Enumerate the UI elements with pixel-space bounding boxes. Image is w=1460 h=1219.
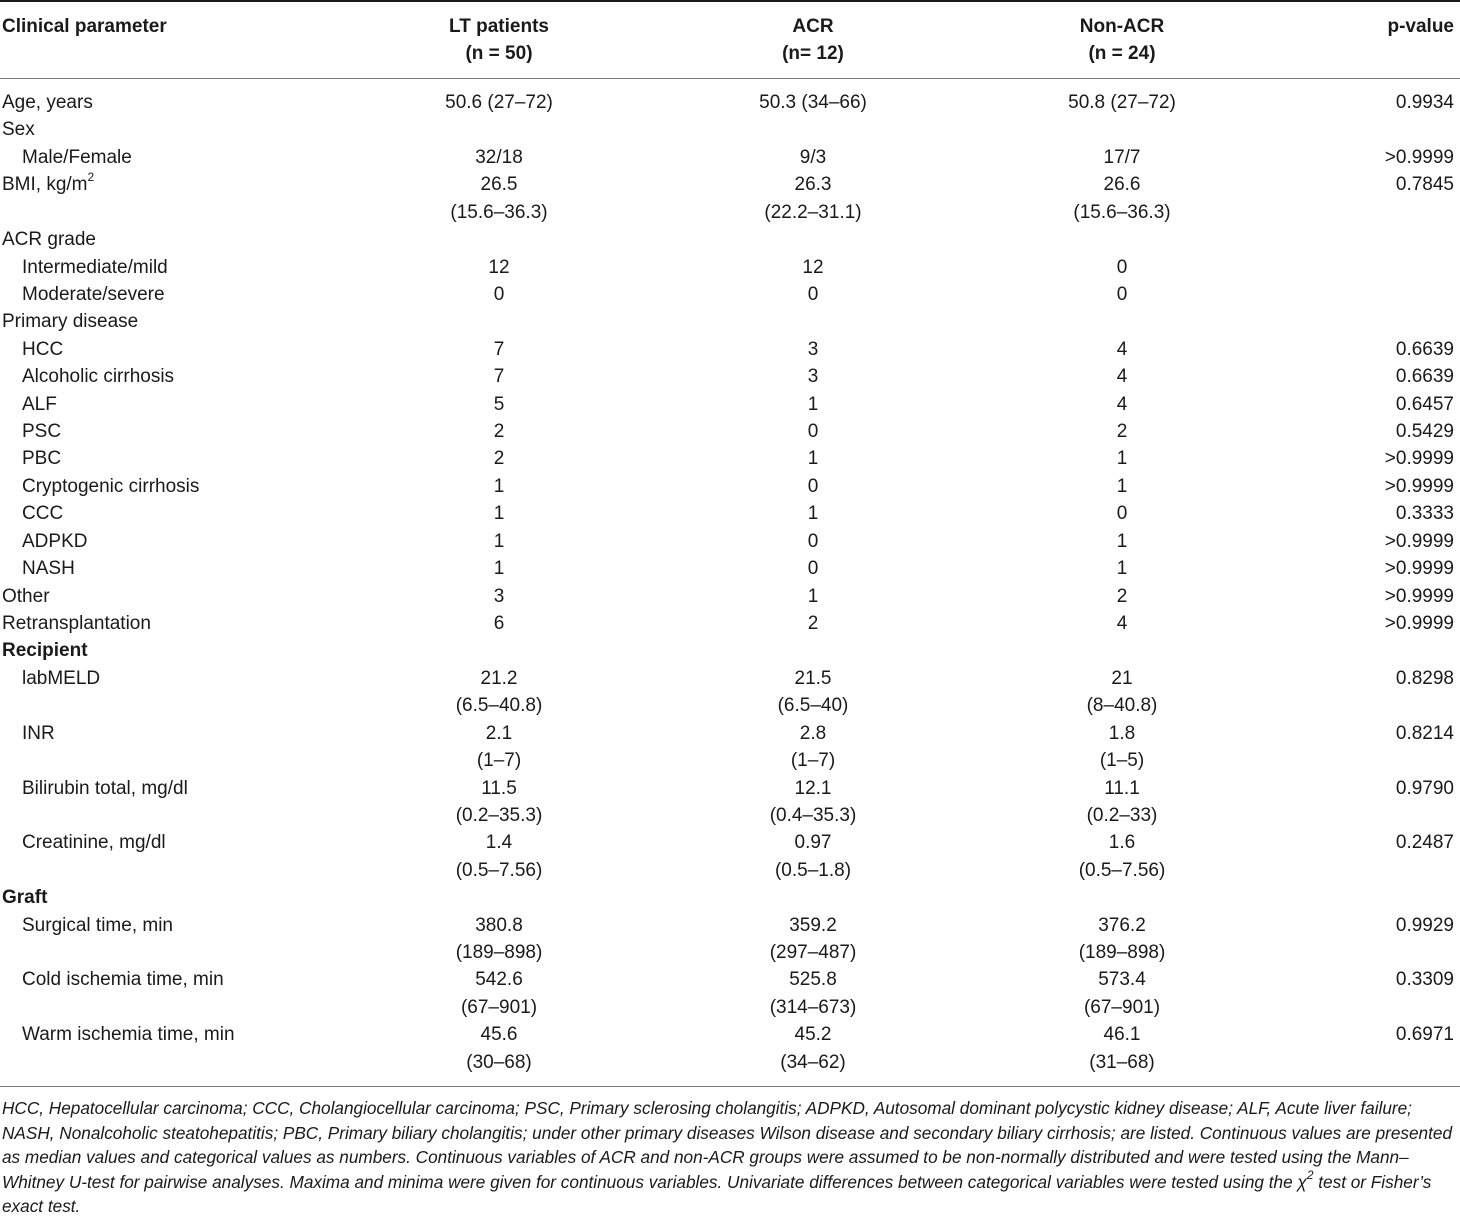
p-value: >0.9999 [1384, 475, 1454, 497]
row-label [22, 775, 188, 802]
table-row [0, 254, 1460, 281]
table-row [0, 692, 1460, 719]
table-footnote [2, 1096, 1456, 1219]
acr-value: 3 [807, 366, 819, 388]
row-label-text: labMELD [22, 667, 101, 689]
acr-value: 0 [807, 530, 819, 552]
row-label [22, 418, 61, 445]
p-value: 0.9790 [1395, 777, 1454, 799]
row-label [2, 637, 88, 664]
lt-value: (189–898) [455, 942, 543, 964]
p-value: 0.6639 [1395, 338, 1454, 360]
acr-value: (314–673) [769, 996, 857, 1018]
acr-value: 50.3 (34–66) [759, 92, 867, 113]
table-row [0, 528, 1460, 555]
table-row [0, 747, 1460, 774]
non-acr-value: (189–898) [1078, 942, 1166, 964]
row-label-text: Creatinine, mg/dl [22, 832, 166, 854]
non-acr-value: 4 [1116, 338, 1128, 360]
table-row [0, 363, 1460, 390]
header-acr-n: (n= 12) [782, 43, 844, 64]
row-label-text: Age, years [2, 92, 93, 113]
lt-value: 380.8 [475, 914, 523, 936]
row-label-text: ALF [22, 393, 57, 415]
row-label-text: INR [22, 722, 55, 744]
row-label-text: Cold ischemia time, min [22, 969, 224, 991]
non-acr-value: 46.1 [1103, 1024, 1141, 1046]
acr-value: 2 [807, 612, 819, 634]
table-row [0, 720, 1460, 747]
acr-value: (34–62) [780, 1051, 846, 1073]
lt-value: 32/18 [475, 146, 523, 168]
row-label [2, 583, 50, 610]
lt-value: 1.4 [485, 832, 513, 854]
acr-value: 0 [807, 475, 819, 497]
p-value: >0.9999 [1384, 448, 1454, 470]
acr-value: (22.2–31.1) [764, 201, 862, 223]
row-label-text: PSC [22, 421, 62, 443]
acr-value: 1 [807, 585, 819, 607]
table-row [0, 199, 1460, 226]
non-acr-value: 2 [1116, 585, 1128, 607]
row-label-text: ADPKD [22, 530, 88, 552]
row-label-text: Alcoholic cirrhosis [22, 366, 175, 388]
acr-value: 1 [807, 448, 819, 470]
row-label [22, 912, 173, 939]
row-label-text: Sex [2, 119, 35, 141]
table-row [0, 665, 1460, 692]
lt-value: 7 [493, 366, 505, 388]
non-acr-value: 1.8 [1108, 722, 1136, 744]
lt-value: 26.5 [480, 174, 518, 196]
acr-value: 12.1 [794, 777, 832, 799]
table-row [0, 884, 1460, 911]
lt-value: (6.5–40.8) [455, 695, 543, 717]
table-row [0, 555, 1460, 582]
row-label-text: Surgical time, min [22, 914, 173, 936]
table-row [0, 994, 1460, 1021]
table-row [0, 775, 1460, 802]
row-label-text: Cryptogenic cirrhosis [22, 475, 200, 497]
lt-value: 7 [493, 338, 505, 360]
chi-superscript: 2 [1306, 1167, 1314, 1182]
row-label [2, 89, 93, 116]
non-acr-value: (0.5–7.56) [1078, 859, 1166, 881]
header-parameter: Clinical parameter [2, 16, 167, 37]
p-value: 0.9934 [1395, 92, 1454, 113]
footnote-text: HCC, Hepatocellular carcinoma; CCC, Cholangiocellular carcinoma; PSC, Primary sclerosing cholangitis; ADPKD, Autosomal dominant polycystic kidney disease; ALF, Acute liver failure; NASH, Nonalcoholic steatohepatitis; PBC, Primary biliary cholangitis; under other primary diseases Wilson disease and secondary biliary cirrhosis; are listed. Continuous values are presented as median values and categorical values as numbers. Continuous variables of ACR and non-ACR groups were assumed to be non-normally distributed and were tested using the Mann–Whitney U-test for pairwise analyses. Maxima and minima were given for continuous variables. Univariate differences between categorical variables were tested using the [2, 1098, 1453, 1192]
non-acr-value: 4 [1116, 612, 1128, 634]
non-acr-value: 4 [1116, 393, 1128, 415]
p-value: 0.5429 [1395, 421, 1454, 443]
non-acr-value: 50.8 (27–72) [1068, 92, 1176, 113]
row-label [2, 171, 94, 198]
table-row [0, 226, 1460, 253]
lt-value: 1 [493, 475, 505, 497]
header-acr-title: ACR [792, 16, 834, 37]
non-acr-value: 2 [1116, 421, 1128, 443]
p-value: >0.9999 [1384, 558, 1454, 580]
non-acr-value: 26.6 [1103, 174, 1141, 196]
bottom-rule [0, 1086, 1460, 1087]
header-lt [379, 13, 619, 67]
row-label [2, 226, 96, 253]
row-label-text: Other [2, 585, 50, 607]
row-label-text: Intermediate/mild [22, 256, 168, 278]
non-acr-value: 573.4 [1098, 969, 1146, 991]
acr-value: (0.4–35.3) [769, 804, 857, 826]
table-row [0, 1049, 1460, 1076]
header-rule [0, 78, 1460, 79]
row-label [22, 829, 166, 856]
lt-value: (30–68) [466, 1051, 532, 1073]
p-value: >0.9999 [1384, 585, 1454, 607]
table-row [0, 939, 1460, 966]
lt-value: (0.2–35.3) [455, 804, 543, 826]
table-row [0, 89, 1460, 116]
row-label [22, 473, 199, 500]
lt-value: 21.2 [480, 667, 518, 689]
row-label [22, 281, 165, 308]
row-label-text: Moderate/severe [22, 283, 165, 305]
acr-value: 525.8 [789, 969, 837, 991]
non-acr-value: 17/7 [1103, 146, 1141, 168]
row-label [22, 1021, 235, 1048]
non-acr-value: 21 [1111, 667, 1133, 689]
acr-value: (297–487) [769, 942, 857, 964]
acr-value: 26.3 [794, 174, 832, 196]
p-value: 0.7845 [1395, 174, 1454, 196]
p-value: 0.2487 [1395, 832, 1454, 854]
p-value: 0.8214 [1395, 722, 1454, 744]
non-acr-value: (8–40.8) [1086, 695, 1158, 717]
row-label-text: Warm ischemia time, min [22, 1024, 235, 1046]
p-value: >0.9999 [1384, 530, 1454, 552]
p-value: 0.8298 [1395, 667, 1454, 689]
lt-value: 45.6 [480, 1024, 518, 1046]
row-label [2, 116, 35, 143]
p-value: 0.9929 [1395, 914, 1454, 936]
table-row [0, 308, 1460, 335]
table-row [0, 802, 1460, 829]
lt-value: 11.5 [481, 777, 517, 799]
table-row [0, 144, 1460, 171]
row-label [2, 884, 47, 911]
acr-value: 1 [807, 393, 819, 415]
row-label [2, 308, 138, 335]
non-acr-value: 1 [1116, 530, 1128, 552]
acr-value: 21.5 [794, 667, 832, 689]
acr-value: 0 [807, 283, 819, 305]
row-label [2, 610, 151, 637]
row-label-text: HCC [22, 338, 64, 360]
acr-value: 12 [802, 256, 824, 278]
p-value: 0.3333 [1395, 503, 1454, 525]
non-acr-value: 376.2 [1098, 914, 1146, 936]
non-acr-value: 1.6 [1108, 832, 1136, 854]
row-label [22, 555, 75, 582]
row-label-superscript: 2 [87, 169, 95, 184]
row-label [22, 144, 132, 171]
row-label [22, 528, 87, 555]
row-label-text: ACR grade [2, 229, 96, 251]
row-label-text: Graft [2, 887, 48, 909]
lt-value: (0.5–7.56) [455, 859, 543, 881]
row-label-text: Male/Female [22, 146, 132, 168]
row-label-text: Primary disease [2, 311, 139, 333]
table-row [0, 445, 1460, 472]
non-acr-value: 0 [1116, 256, 1128, 278]
row-label [22, 391, 57, 418]
row-label [22, 500, 63, 527]
lt-value: 2 [493, 421, 505, 443]
acr-value: (1–7) [790, 750, 836, 772]
table-row [0, 966, 1460, 993]
acr-value: 9/3 [799, 146, 827, 168]
row-label-text: NASH [22, 558, 75, 580]
p-value: >0.9999 [1384, 612, 1454, 634]
table-row [0, 610, 1460, 637]
row-label [22, 665, 100, 692]
acr-value: 1 [807, 503, 819, 525]
table-row [0, 281, 1460, 308]
lt-value: 12 [488, 256, 510, 278]
row-label [22, 445, 61, 472]
acr-value: (0.5–1.8) [774, 859, 852, 881]
table-row [0, 500, 1460, 527]
non-acr-value: 0 [1116, 283, 1128, 305]
table-row [0, 829, 1460, 856]
acr-value: 0 [807, 421, 819, 443]
lt-value: (1–7) [476, 750, 522, 772]
row-label-text: Recipient [2, 640, 88, 662]
p-value: >0.9999 [1384, 146, 1454, 168]
acr-value: 3 [807, 338, 819, 360]
lt-value: 3 [493, 585, 505, 607]
row-label [22, 254, 168, 281]
lt-value: 6 [493, 612, 505, 634]
non-acr-value: 0 [1116, 503, 1128, 525]
header-lt-title: LT patients [449, 16, 549, 37]
lt-value: 1 [493, 558, 505, 580]
table-row [0, 418, 1460, 445]
header-non-acr-title: Non-ACR [1079, 16, 1165, 37]
lt-value: 50.6 (27–72) [445, 92, 553, 113]
row-label [22, 720, 55, 747]
table-row [0, 583, 1460, 610]
non-acr-value: 1 [1116, 448, 1128, 470]
table-row [0, 912, 1460, 939]
acr-value: 0.97 [794, 832, 832, 854]
non-acr-value: 4 [1116, 366, 1128, 388]
table-row [0, 857, 1460, 884]
lt-value: (15.6–36.3) [450, 201, 548, 223]
table-row [0, 116, 1460, 143]
row-label [22, 363, 174, 390]
table-row [0, 391, 1460, 418]
chi-symbol: χ [1297, 1171, 1307, 1192]
lt-value: 1 [493, 530, 505, 552]
header-non-acr-n: (n = 24) [1088, 43, 1156, 64]
row-label-text: Bilirubin total, mg/dl [22, 777, 188, 799]
footnote-text-end: test or Fisher’s exact test. [2, 1171, 1432, 1216]
row-label [22, 336, 63, 363]
non-acr-value: (15.6–36.3) [1073, 201, 1171, 223]
row-label-text: BMI, kg/m [2, 174, 88, 196]
lt-value: 0 [493, 283, 505, 305]
header-acr [693, 13, 933, 67]
row-label [22, 966, 224, 993]
non-acr-value: 11.1 [1104, 777, 1140, 799]
non-acr-value: 1 [1116, 558, 1128, 580]
top-rule [0, 0, 1460, 2]
acr-value: 2.8 [799, 722, 827, 744]
row-label-text: Retransplantation [2, 612, 151, 634]
acr-value: 0 [807, 558, 819, 580]
acr-value: 45.2 [794, 1024, 832, 1046]
lt-value: 2.1 [485, 722, 513, 744]
lt-value: 2 [493, 448, 505, 470]
table-row [0, 336, 1460, 363]
table-row [0, 1021, 1460, 1048]
header-p-value: p-value [1387, 16, 1454, 37]
lt-value: 5 [493, 393, 505, 415]
table-row [0, 171, 1460, 198]
non-acr-value: (67–901) [1083, 996, 1161, 1018]
acr-value: 359.2 [789, 914, 837, 936]
acr-value: (6.5–40) [777, 695, 849, 717]
lt-value: (67–901) [460, 996, 538, 1018]
non-acr-value: 1 [1116, 475, 1128, 497]
row-label-text: CCC [22, 503, 64, 525]
lt-value: 542.6 [475, 969, 523, 991]
p-value: 0.6457 [1395, 393, 1454, 415]
table-row [0, 637, 1460, 664]
header-lt-n: (n = 50) [465, 43, 533, 64]
p-value: 0.6639 [1395, 366, 1454, 388]
non-acr-value: (1–5) [1099, 750, 1145, 772]
non-acr-value: (31–68) [1089, 1051, 1155, 1073]
row-label-text: PBC [22, 448, 62, 470]
table-row [0, 473, 1460, 500]
lt-value: 1 [493, 503, 505, 525]
header-non-acr [1002, 13, 1242, 67]
p-value: 0.6971 [1395, 1024, 1454, 1046]
non-acr-value: (0.2–33) [1086, 804, 1158, 826]
p-value: 0.3309 [1395, 969, 1454, 991]
